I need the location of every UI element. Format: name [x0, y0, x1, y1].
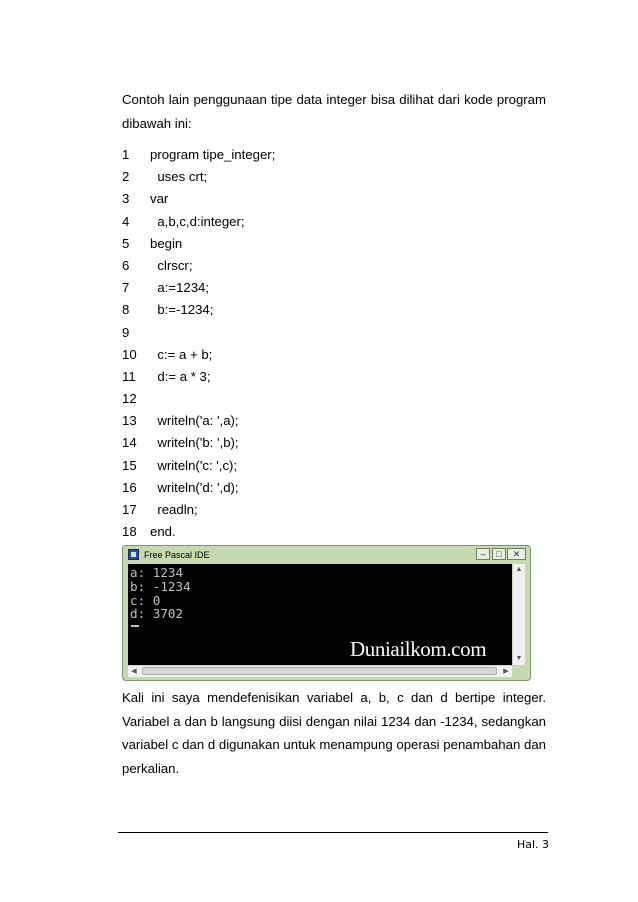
line-number: 18	[122, 524, 137, 540]
code-text: a,b,c,d:integer;	[150, 213, 245, 229]
code-line	[122, 344, 546, 366]
code-text: writeln('c: ',c);	[150, 457, 238, 473]
scroll-right-icon[interactable]: ▶	[503, 668, 509, 675]
window-title: Free Pascal IDE	[144, 550, 210, 560]
code-text: writeln('b: ',b);	[150, 435, 239, 451]
output-line: b: -1234	[130, 578, 191, 594]
code-line	[122, 499, 546, 521]
line-number: 15	[122, 457, 137, 473]
code-line	[122, 144, 546, 166]
line-number: 11	[122, 368, 136, 384]
line-number: 3	[122, 191, 130, 207]
footer-divider	[118, 832, 548, 833]
line-number: 6	[122, 257, 130, 273]
close-button[interactable]: ✕	[507, 548, 526, 560]
code-text: writeln('d: ',d);	[150, 479, 239, 495]
code-text: program tipe_integer;	[150, 147, 276, 162]
output-line: d: 3702	[130, 606, 184, 622]
code-text: a:=1234;	[150, 280, 210, 296]
code-line	[122, 166, 546, 188]
minimize-button[interactable]: –	[476, 548, 490, 560]
line-number: 9	[122, 324, 130, 340]
title-bar[interactable]	[123, 546, 530, 565]
scroll-down-icon[interactable]: ▼	[515, 655, 523, 662]
line-number: 8	[122, 302, 130, 318]
code-line	[122, 188, 546, 210]
code-line	[122, 233, 546, 255]
code-text: readln;	[150, 502, 198, 517]
code-text: b:=-1234;	[150, 302, 214, 318]
code-line	[122, 388, 546, 410]
code-line	[122, 410, 546, 432]
code-line	[122, 277, 546, 299]
code-line	[122, 455, 546, 477]
code-text: clrscr;	[150, 257, 193, 273]
line-number: 1	[122, 147, 130, 162]
console-output-area[interactable]	[128, 564, 512, 665]
code-text: d:= a * 3;	[150, 368, 211, 384]
watermark: Duniailkom.com	[350, 637, 487, 661]
code-text: end.	[150, 524, 176, 540]
page-number: Hal. 3	[516, 838, 549, 851]
console-window	[122, 545, 531, 681]
scroll-thumb[interactable]	[142, 667, 497, 675]
code-line	[122, 299, 546, 321]
explanation-paragraph: Kali ini saya mendefenisikan variabel a, b, c dan d bertipe integer. Variabel a dan b langsung diisi dengan nilai 1234 dan -1234, sedangkan variabel c dan d digunakan untuk menampung operasi penambahan dan perkalian.	[122, 690, 546, 776]
line-number: 4	[122, 213, 130, 229]
line-number: 10	[122, 346, 137, 362]
code-text: var	[150, 191, 169, 207]
output-line: a: 1234	[130, 565, 184, 580]
text-cursor	[131, 625, 139, 627]
code-text: uses crt;	[150, 169, 208, 185]
line-number: 5	[122, 235, 130, 251]
intro-paragraph: Contoh lain penggunaan tipe data integer bisa dilihat dari kode program dibawah ini:	[122, 92, 546, 131]
code-text: c:= a + b;	[150, 346, 213, 362]
code-listing	[122, 144, 546, 543]
line-number: 17	[122, 502, 137, 517]
code-line	[122, 521, 546, 543]
line-number: 14	[122, 435, 137, 451]
scroll-left-icon[interactable]: ◀	[131, 668, 137, 675]
free-pascal-app-icon	[128, 549, 139, 560]
code-line	[122, 477, 546, 499]
maximize-button[interactable]: □	[492, 548, 506, 560]
vertical-scrollbar[interactable]	[512, 564, 525, 665]
line-number: 7	[122, 280, 130, 296]
code-line	[122, 322, 546, 344]
code-line	[122, 255, 546, 277]
horizontal-scrollbar[interactable]	[128, 665, 512, 677]
line-number: 16	[122, 479, 137, 495]
scroll-up-icon[interactable]: ▲	[515, 566, 523, 573]
output-line: c: 0	[130, 592, 161, 608]
code-line	[122, 366, 546, 388]
code-text: writeln('a: ',a);	[150, 413, 239, 429]
code-text: begin	[150, 235, 183, 251]
line-number: 12	[122, 391, 137, 407]
code-line	[122, 432, 546, 454]
code-line	[122, 211, 546, 233]
line-number: 13	[122, 413, 137, 429]
line-number: 2	[122, 169, 130, 185]
